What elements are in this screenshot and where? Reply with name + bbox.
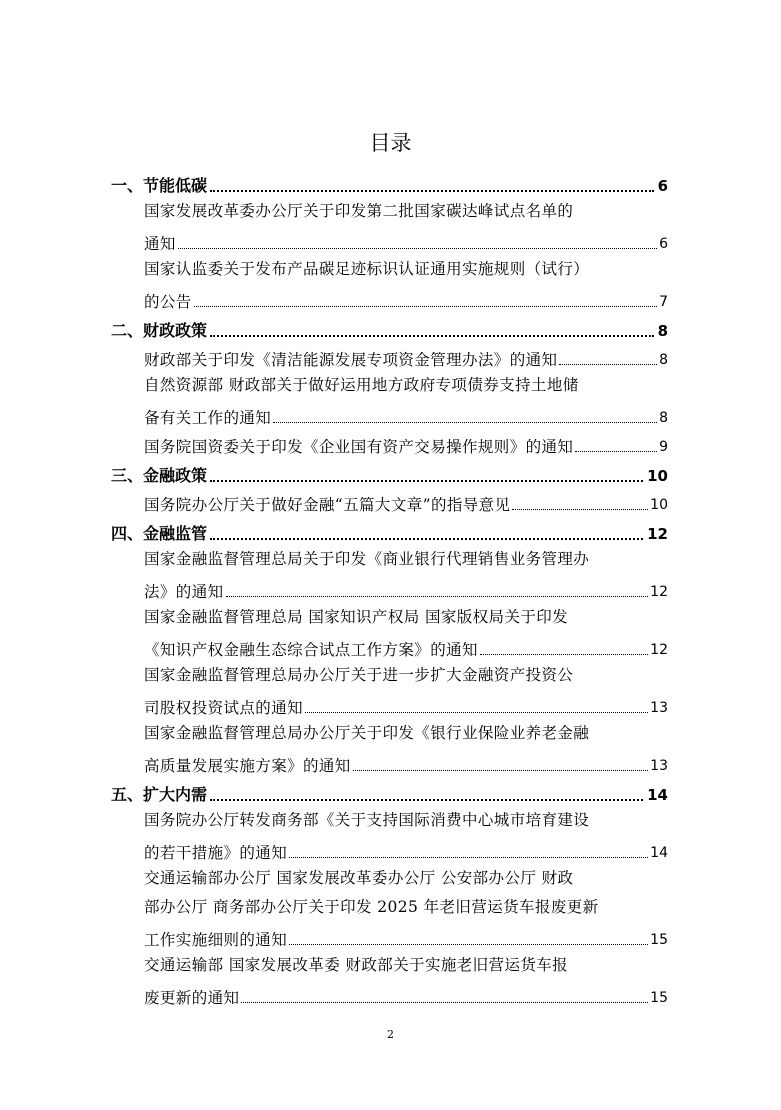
toc-section[interactable] bbox=[111, 516, 668, 545]
toc-entry-text: 国家发展改革委办公厅关于印发第二批国家碳达峰试点名单的 bbox=[144, 202, 574, 220]
toc-entry-text: 通知 bbox=[144, 235, 176, 253]
toc-entry-text: 交通运输部办公厅 国家发展改革委办公厅 公安部办公厅 财政 bbox=[144, 869, 574, 887]
toc-entry-line bbox=[144, 400, 668, 429]
toc-section-label: 一、节能低碳 bbox=[111, 176, 208, 195]
dot-leader bbox=[178, 248, 657, 249]
toc-entry[interactable] bbox=[144, 197, 668, 255]
page-number: 2 bbox=[387, 1028, 394, 1041]
toc-entry-line bbox=[144, 429, 668, 458]
toc-section-page: 12 bbox=[647, 525, 668, 543]
dot-leader bbox=[210, 538, 643, 540]
toc-entry[interactable] bbox=[144, 951, 668, 1009]
toc-entry-text: 国家认监委关于发布产品碳足迹标识认证通用实施规则（试行） bbox=[144, 260, 590, 278]
toc-entry[interactable] bbox=[144, 864, 668, 951]
toc-section-label: 五、扩大内需 bbox=[111, 785, 208, 804]
toc-entry-text: 国务院办公厅关于做好金融“五篇大文章”的指导意见 bbox=[144, 496, 511, 514]
toc-entry-line bbox=[144, 835, 668, 864]
toc-entry-page: 12 bbox=[650, 642, 668, 658]
toc-entry-line bbox=[144, 632, 668, 661]
dot-leader bbox=[226, 596, 649, 597]
toc-section-page: 8 bbox=[657, 322, 668, 340]
dot-leader bbox=[512, 509, 648, 510]
toc-entry[interactable] bbox=[144, 342, 668, 371]
dot-leader bbox=[575, 451, 657, 452]
toc-entry-page: 7 bbox=[659, 294, 668, 310]
toc-entry[interactable] bbox=[144, 487, 668, 516]
toc-entry-text: 部办公厅 商务部办公厅关于印发 2025 年老旧营运货车报废更新 bbox=[144, 898, 599, 916]
dot-leader bbox=[210, 335, 654, 337]
toc-entry-text: 财政部关于印发《清洁能源发展专项资金管理办法》的通知 bbox=[144, 351, 558, 369]
toc-entry[interactable] bbox=[144, 371, 668, 429]
toc-entry-page: 10 bbox=[650, 497, 668, 513]
toc-entry-text: 自然资源部 财政部关于做好运用地方政府专项债券支持土地储 bbox=[144, 376, 579, 394]
toc-section-page: 10 bbox=[647, 467, 668, 485]
toc-entry-line bbox=[144, 748, 668, 777]
dot-leader bbox=[273, 422, 657, 423]
toc-entry[interactable] bbox=[144, 429, 668, 458]
toc-entry[interactable] bbox=[144, 603, 668, 661]
toc-section-label: 四、金融监管 bbox=[111, 524, 208, 543]
toc-entry-text: 国家金融监督管理总局办公厅关于进一步扩大金融资产投资公 bbox=[144, 666, 574, 684]
dot-leader bbox=[305, 712, 648, 713]
toc-entry-line bbox=[144, 226, 668, 255]
toc-section[interactable] bbox=[111, 313, 668, 342]
toc-entry-text: 国家金融监督管理总局关于印发《商业银行代理销售业务管理办 bbox=[144, 550, 590, 568]
toc-entry-line bbox=[144, 922, 668, 951]
toc-entry-text: 高质量发展实施方案》的通知 bbox=[144, 757, 351, 775]
toc-entry[interactable] bbox=[144, 806, 668, 864]
toc-entry-text: 的公告 bbox=[144, 293, 192, 311]
toc-entry-page: 13 bbox=[650, 700, 668, 716]
toc-entry-text: 法》的通知 bbox=[144, 583, 224, 601]
toc-entry-text: 《知识产权金融生态综合试点工作方案》的通知 bbox=[144, 641, 478, 659]
toc-entry[interactable] bbox=[144, 545, 668, 603]
dot-leader bbox=[210, 190, 654, 192]
toc-entry-page: 13 bbox=[650, 758, 668, 774]
toc-entry-page: 8 bbox=[659, 410, 668, 426]
toc-entry-text: 司股权投资试点的通知 bbox=[144, 699, 304, 717]
dot-leader bbox=[559, 364, 657, 365]
toc-entry-text: 的若干措施》的通知 bbox=[144, 844, 288, 862]
toc-entry-line bbox=[144, 487, 668, 516]
toc-entry-text: 国务院国资委关于印发《企业国有资产交易操作规则》的通知 bbox=[144, 438, 574, 456]
toc-section-label: 二、财政政策 bbox=[111, 321, 208, 340]
toc-entry-page: 9 bbox=[659, 439, 668, 455]
dot-leader bbox=[241, 1002, 648, 1003]
toc-section-label: 三、金融政策 bbox=[111, 466, 208, 485]
toc-entry[interactable] bbox=[144, 719, 668, 777]
toc-entry-text: 国务院办公厅转发商务部《关于支持国际消费中心城市培育建设 bbox=[144, 811, 590, 829]
toc-entry-text: 国家金融监督管理总局办公厅关于印发《银行业保险业养老金融 bbox=[144, 724, 590, 742]
dot-leader bbox=[194, 306, 657, 307]
toc-entry-text: 交通运输部 国家发展改革委 财政部关于实施老旧营运货车报 bbox=[144, 956, 569, 974]
toc-entry-text: 备有关工作的通知 bbox=[144, 409, 272, 427]
toc-section-page: 6 bbox=[657, 177, 668, 195]
toc-title: 目录 bbox=[369, 131, 412, 155]
toc-entry-line bbox=[144, 690, 668, 719]
toc-entry-text: 废更新的通知 bbox=[144, 989, 240, 1007]
table-of-contents bbox=[111, 168, 668, 1009]
toc-section-page: 14 bbox=[647, 786, 668, 804]
toc-section[interactable] bbox=[111, 458, 668, 487]
dot-leader bbox=[210, 799, 643, 801]
toc-entry-line bbox=[144, 284, 668, 313]
toc-entry[interactable] bbox=[144, 255, 668, 313]
toc-entry-text: 国家金融监督管理总局 国家知识产权局 国家版权局关于印发 bbox=[144, 608, 569, 626]
dot-leader bbox=[289, 944, 648, 945]
toc-entry-page: 8 bbox=[659, 352, 668, 368]
toc-section[interactable] bbox=[111, 168, 668, 197]
toc-entry-line bbox=[144, 342, 668, 371]
dot-leader bbox=[210, 480, 643, 482]
toc-entry-page: 6 bbox=[659, 236, 668, 252]
toc-entry-page: 12 bbox=[650, 584, 668, 600]
toc-entry[interactable] bbox=[144, 661, 668, 719]
dot-leader bbox=[480, 654, 648, 655]
toc-entry-page: 15 bbox=[650, 932, 668, 948]
toc-section[interactable] bbox=[111, 777, 668, 806]
toc-entry-page: 14 bbox=[650, 845, 668, 861]
toc-entry-line bbox=[144, 574, 668, 603]
dot-leader bbox=[353, 770, 648, 771]
dot-leader bbox=[289, 857, 648, 858]
toc-entry-page: 15 bbox=[650, 990, 668, 1006]
toc-entry-text: 工作实施细则的通知 bbox=[144, 931, 288, 949]
toc-entry-line bbox=[144, 980, 668, 1009]
